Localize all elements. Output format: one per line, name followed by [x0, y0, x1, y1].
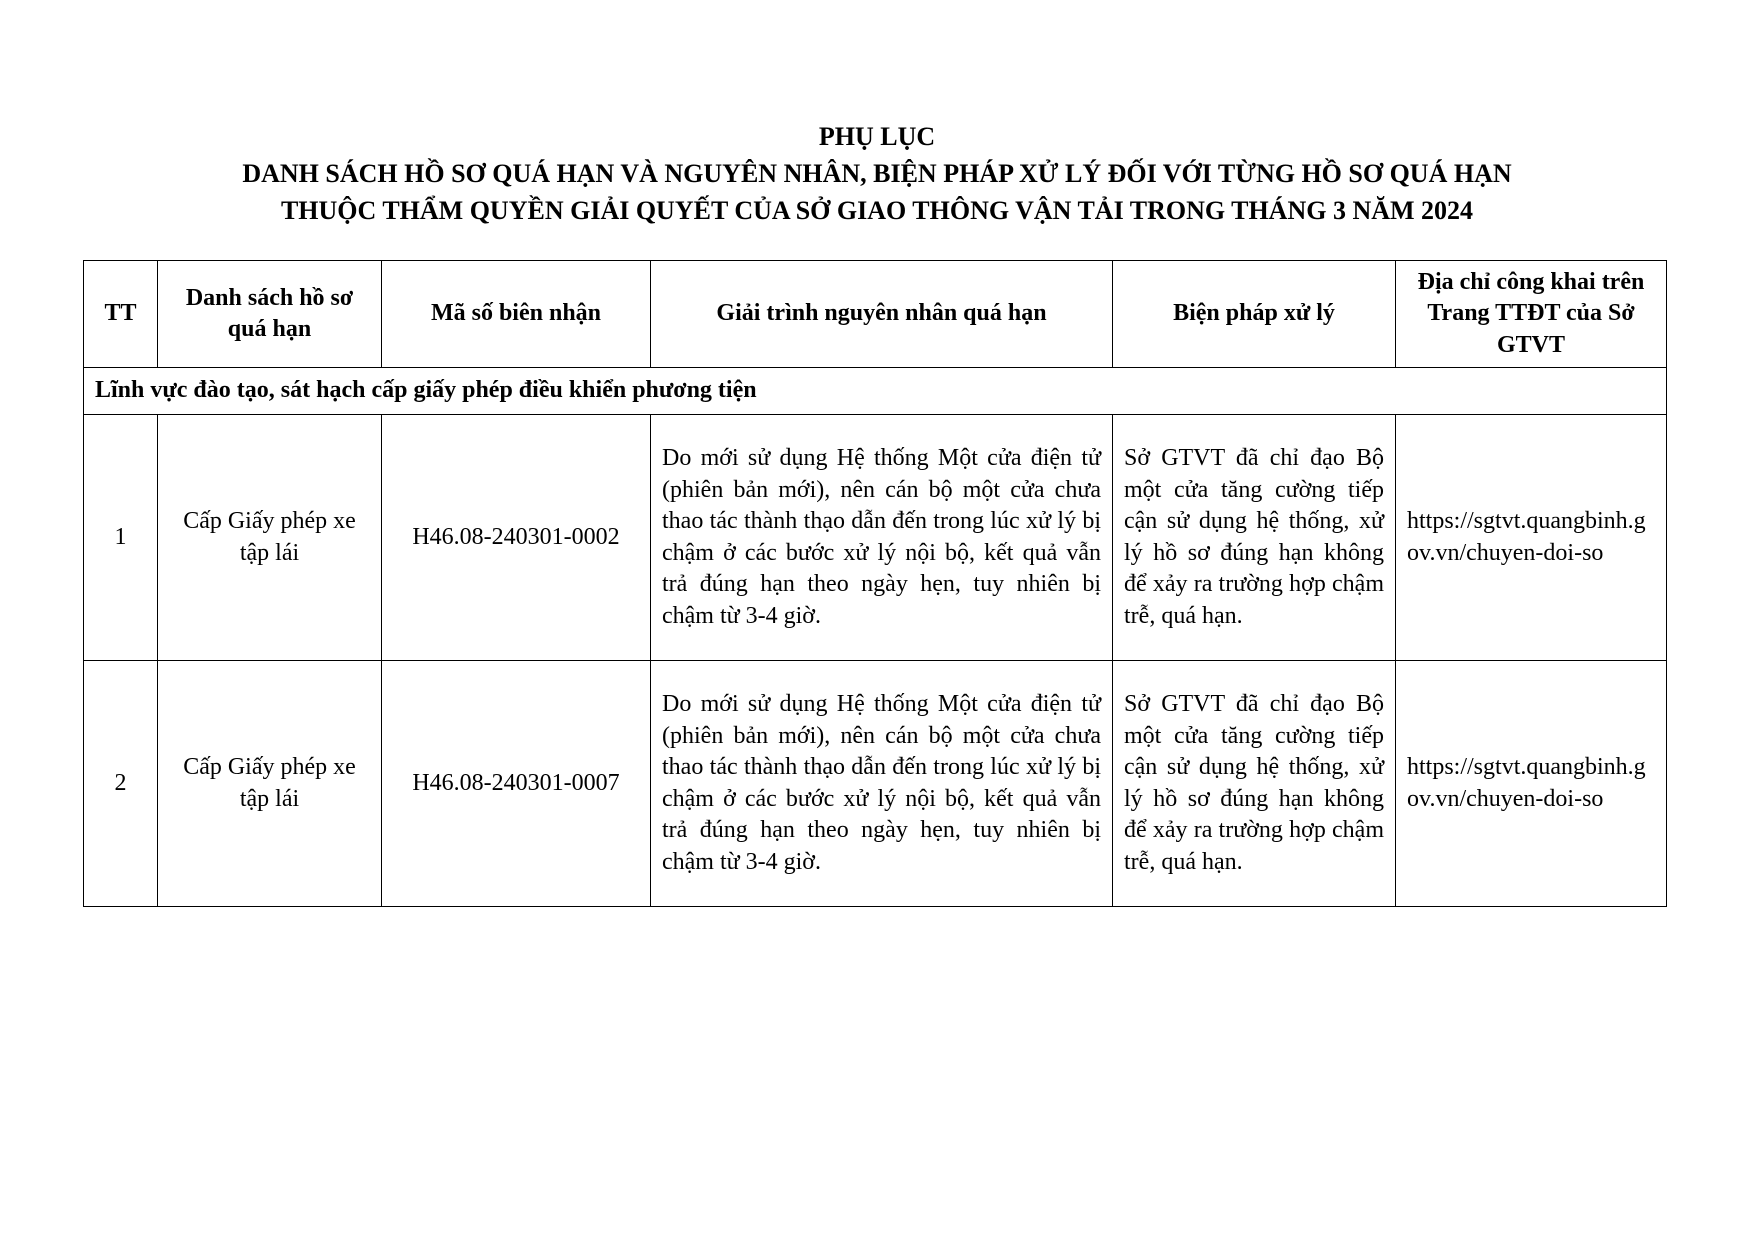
cell-record-name: Cấp Giấy phép xe tập lái [158, 415, 382, 661]
cell-measures: Sở GTVT đã chỉ đạo Bộ một cửa tăng cường tiếp cận sử dụng hệ thống, xử lý hồ sơ đúng hạn không để xảy ra trường hợp chậm trễ, quá hạn. [1113, 415, 1396, 661]
column-header-public-address: Địa chỉ công khai trên Trang TTĐT của Sở GTVT [1396, 261, 1667, 368]
section-title: Lĩnh vực đào tạo, sát hạch cấp giấy phép điều khiển phương tiện [84, 368, 1667, 415]
cell-receipt-code: H46.08-240301-0007 [382, 661, 651, 907]
section-row [84, 368, 1667, 415]
column-header-records: Danh sách hồ sơ quá hạn [158, 261, 382, 368]
document-title-line-2: THUỘC THẨM QUYỀN GIẢI QUYẾT CỦA SỞ GIAO THÔNG VẬN TẢI TRONG THÁNG 3 NĂM 2024 [280, 196, 1474, 225]
table-row [84, 415, 1667, 661]
column-header-measures: Biện pháp xử lý [1113, 261, 1396, 368]
table-row [84, 661, 1667, 907]
column-header-tt: TT [84, 261, 158, 368]
document-heading [0, 118, 1754, 229]
cell-record-name: Cấp Giấy phép xe tập lái [158, 661, 382, 907]
overdue-records-table [83, 260, 1667, 907]
table-header-row [84, 261, 1667, 368]
appendix-title: PHỤ LỤC [818, 122, 936, 151]
cell-receipt-code: H46.08-240301-0002 [382, 415, 651, 661]
cell-reason: Do mới sử dụng Hệ thống Một cửa điện tử (phiên bản mới), nên cán bộ một cửa chưa thao tác thành thạo dẫn đến trong lúc xử lý bị chậm ở các bước xử lý nội bộ, kết quả vẫn trả đúng hạn theo ngày hẹn, tuy nhiên bị chậm từ 3-4 giờ. [651, 661, 1113, 907]
column-header-reason: Giải trình nguyên nhân quá hạn [651, 261, 1113, 368]
document-title-line-1: DANH SÁCH HỒ SƠ QUÁ HẠN VÀ NGUYÊN NHÂN, BIỆN PHÁP XỬ LÝ ĐỐI VỚI TỪNG HỒ SƠ QUÁ HẠN [242, 159, 1512, 188]
cell-public-address: https://sgtvt.quangbinh.gov.vn/chuyen-doi-so [1396, 661, 1667, 907]
cell-public-address: https://sgtvt.quangbinh.gov.vn/chuyen-doi-so [1396, 415, 1667, 661]
cell-tt: 2 [84, 661, 158, 907]
column-header-receipt-code: Mã số biên nhận [382, 261, 651, 368]
cell-measures: Sở GTVT đã chỉ đạo Bộ một cửa tăng cường tiếp cận sử dụng hệ thống, xử lý hồ sơ đúng hạn không để xảy ra trường hợp chậm trễ, quá hạn. [1113, 661, 1396, 907]
cell-reason: Do mới sử dụng Hệ thống Một cửa điện tử (phiên bản mới), nên cán bộ một cửa chưa thao tác thành thạo dẫn đến trong lúc xử lý bị chậm ở các bước xử lý nội bộ, kết quả vẫn trả đúng hạn theo ngày hẹn, tuy nhiên bị chậm từ 3-4 giờ. [651, 415, 1113, 661]
cell-tt: 1 [84, 415, 158, 661]
